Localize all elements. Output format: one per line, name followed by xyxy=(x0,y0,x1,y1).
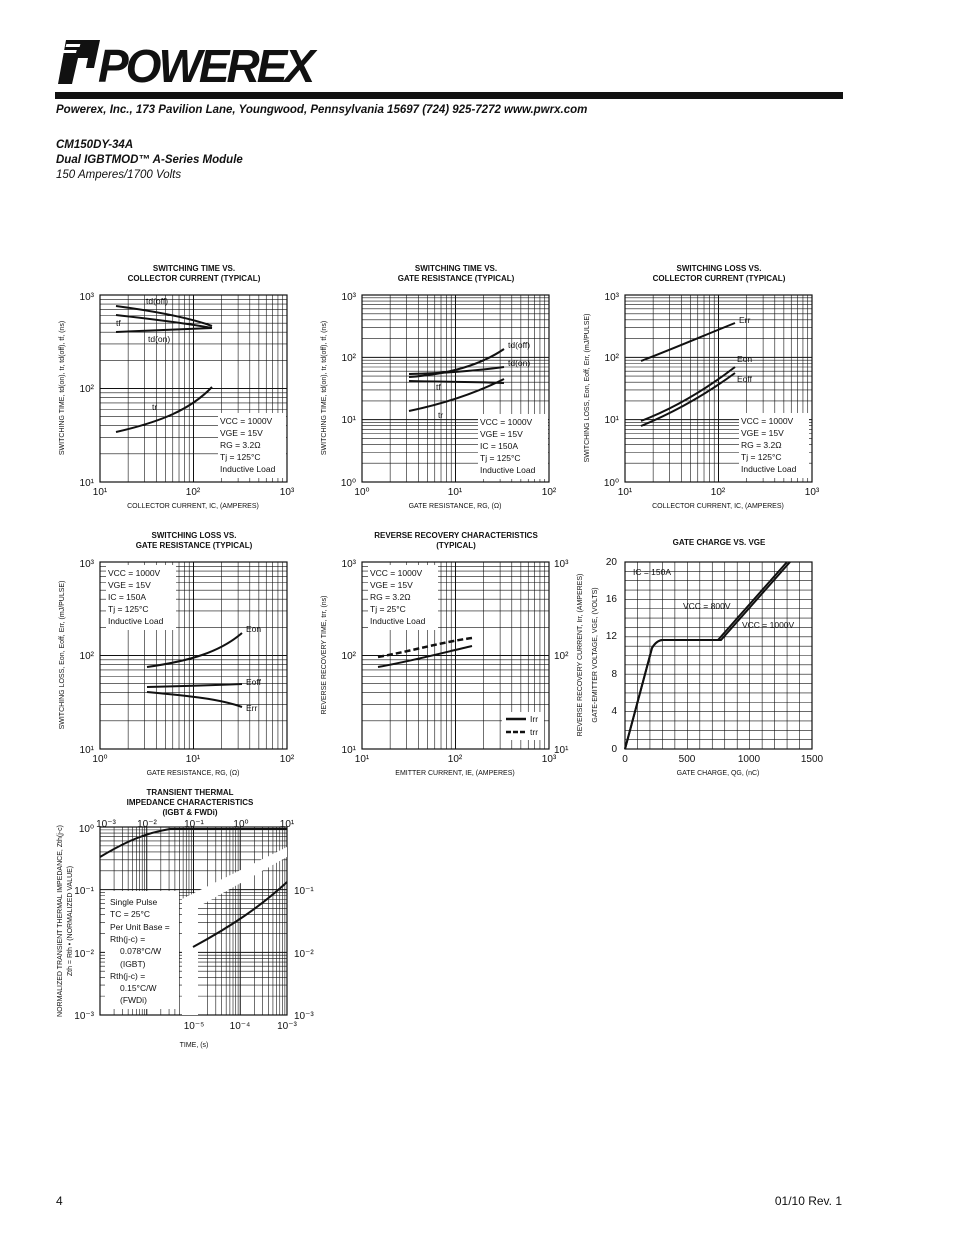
curve-label: tf xyxy=(116,318,121,328)
curve-irr xyxy=(378,646,472,667)
y2-tick: 10⁻¹ xyxy=(294,886,314,897)
x-tick-top: 10¹ xyxy=(279,819,295,830)
y-tick: 10⁰ xyxy=(78,824,94,835)
condition-note: VCC = 1000V xyxy=(741,416,794,426)
chart-title: REVERSE RECOVERY CHARACTERISTICS xyxy=(374,531,538,540)
x-tick: 500 xyxy=(678,754,696,765)
curve-eon xyxy=(641,367,735,421)
chart-title: COLLECTOR CURRENT (TYPICAL) xyxy=(652,274,786,283)
x-tick: 10¹ xyxy=(617,487,633,498)
x-tick: 10² xyxy=(541,487,557,498)
curve-trr xyxy=(378,638,472,657)
y-tick: 10² xyxy=(341,651,356,662)
y-tick: 10³ xyxy=(341,292,356,303)
curve-label: td(on) xyxy=(508,358,531,368)
product-description: Dual IGBTMOD™ A-Series Module xyxy=(56,154,243,166)
y-tick: 0 xyxy=(611,744,617,755)
x-axis-label: GATE RESISTANCE, RG, (Ω) xyxy=(408,503,502,510)
x-axis-label: EMITTER CURRENT, IE, (AMPERES) xyxy=(395,770,515,777)
chart-title: GATE RESISTANCE (TYPICAL) xyxy=(397,274,515,283)
y-axis-label: NORMALIZED TRANSIENT THERMAL IMPEDANCE, Zth(j-c) xyxy=(57,825,64,1017)
powerex-logo xyxy=(58,38,313,92)
curve-label: Eoff xyxy=(737,374,752,384)
condition-note: Inductive Load xyxy=(370,616,426,626)
y-axis-label: SWITCHING LOSS, Eon, Eoff, Err, (mJ/PULSE) xyxy=(59,580,66,730)
legend-label: trr xyxy=(530,727,539,737)
x-tick: 10³ xyxy=(804,487,820,498)
condition-note: VGE = 15V xyxy=(370,580,413,590)
condition-note: VCC = 1000V xyxy=(108,568,161,578)
condition-note: Inductive Load xyxy=(741,464,797,474)
condition-note: IC = 150A xyxy=(480,441,519,451)
x-tick-top: 10⁰ xyxy=(233,819,249,830)
condition-note: Inductive Load xyxy=(220,464,276,474)
y-tick: 10¹ xyxy=(341,745,356,756)
y-tick: 20 xyxy=(605,557,617,568)
curve-label: Eon xyxy=(737,354,753,364)
y-tick: 10⁻¹ xyxy=(74,886,94,897)
short-time-mask xyxy=(182,847,287,1015)
y-axis-label: SWITCHING TIME, td(on), tr, td(off), tf, (ns) xyxy=(321,320,328,456)
y-tick: 10⁰ xyxy=(603,478,619,489)
chart-title: SWITCHING TIME VS. xyxy=(414,264,498,273)
y-tick: 10³ xyxy=(79,559,94,570)
x-tick: 10³ xyxy=(279,487,295,498)
revision: 01/10 Rev. 1 xyxy=(774,1194,842,1208)
y-tick: 10¹ xyxy=(604,415,619,426)
y-tick: 10³ xyxy=(341,559,356,570)
condition-note: Tj = 125°C xyxy=(108,604,149,614)
chart-switching-time-vs-gate-resistance xyxy=(312,260,562,520)
x-tick-top: 10⁻³ xyxy=(96,819,116,830)
x-axis-label: COLLECTOR CURRENT, IC, (AMPERES) xyxy=(652,503,784,510)
condition-note: 0.15°C/W xyxy=(120,983,157,993)
y-tick: 10² xyxy=(79,651,94,662)
condition-note: IC = 150A xyxy=(108,592,147,602)
product-rating: 150 Amperes/1700 Volts xyxy=(56,169,182,181)
y-tick: 10³ xyxy=(79,292,94,303)
condition-note: VGE = 15V xyxy=(480,429,523,439)
y-axis-label: GATE-EMITTER VOLTAGE, VGE, (VOLTS) xyxy=(592,587,599,723)
logo-wordmark: POWEREX xyxy=(98,40,313,92)
x-tick: 10² xyxy=(185,487,201,498)
condition-note: VGE = 15V xyxy=(108,580,151,590)
curve-td-on xyxy=(116,328,212,332)
x-tick-bottom: 10⁻⁵ xyxy=(183,1021,205,1032)
page-number: 4 xyxy=(56,1194,63,1208)
condition-note: (IGBT) xyxy=(120,959,146,969)
curve-eon xyxy=(147,633,242,667)
y2-tick: 10³ xyxy=(554,559,569,570)
condition-note: RG = 3.2Ω xyxy=(220,440,261,450)
y-tick: 10³ xyxy=(604,292,619,303)
curve-eoff xyxy=(147,684,242,687)
chart-title: (TYPICAL) xyxy=(436,541,476,550)
x-tick: 10² xyxy=(710,487,726,498)
y-tick: 10¹ xyxy=(79,745,94,756)
condition-note: VCC = 1000V xyxy=(370,568,423,578)
curve-err xyxy=(147,692,242,707)
condition-note: Single Pulse xyxy=(110,897,158,907)
y-tick: 10¹ xyxy=(341,415,356,426)
curve-label: tf xyxy=(436,382,441,392)
x-tick-bottom: 10⁻³ xyxy=(277,1021,297,1032)
chart-title: SWITCHING LOSS VS. xyxy=(151,531,237,540)
condition-note: Inductive Load xyxy=(480,465,536,475)
y2-tick: 10⁻² xyxy=(294,949,314,960)
x-tick: 1000 xyxy=(737,754,761,765)
y-tick: 10² xyxy=(604,353,619,364)
x-axis-label: TIME, (s) xyxy=(179,1042,209,1049)
y-tick: 10² xyxy=(341,353,356,364)
y-tick: 10⁰ xyxy=(340,478,356,489)
company-address: Powerex, Inc., 173 Pavilion Lane, Youngwood, Pennsylvania 15697 (724) 925-7272 www.pwrx.com xyxy=(56,104,588,116)
chart-switching-loss-vs-gate-resistance xyxy=(50,527,300,782)
chart-switching-loss-vs-collector-current xyxy=(575,260,825,520)
curve-err xyxy=(641,323,735,361)
x-tick-top: 10⁻² xyxy=(137,819,157,830)
chart-switching-time-vs-collector-current xyxy=(50,260,300,520)
legend-label: Irr xyxy=(530,714,539,724)
chart-title: COLLECTOR CURRENT (TYPICAL) xyxy=(127,274,261,283)
condition-note: Tj = 125°C xyxy=(741,452,782,462)
y2-tick: 10¹ xyxy=(554,745,569,756)
curve-label: Err xyxy=(739,315,751,325)
condition-note: Tj = 25°C xyxy=(370,604,406,614)
x-tick: 10¹ xyxy=(185,754,201,765)
x-tick: 0 xyxy=(622,754,628,765)
curve-label: VCC = 800V xyxy=(683,601,731,611)
x-tick: 10² xyxy=(279,754,295,765)
condition-note: Tj = 125°C xyxy=(480,453,521,463)
x-axis-label: GATE RESISTANCE, RG, (Ω) xyxy=(146,770,240,777)
chart-title: GATE RESISTANCE (TYPICAL) xyxy=(135,541,253,550)
header-rule xyxy=(55,92,843,99)
curve-label: Eoff xyxy=(246,677,261,687)
condition-note: RG = 3.2Ω xyxy=(741,440,782,450)
chart-title: (IGBT & FWDi) xyxy=(162,808,218,817)
chart-title: IMPEDANCE CHARACTERISTICS xyxy=(126,798,254,807)
chart-title: GATE CHARGE VS. VGE xyxy=(672,538,766,547)
curve-label: VCC = 1000V xyxy=(742,620,795,630)
x-tick: 10⁰ xyxy=(92,754,108,765)
x-tick: 1500 xyxy=(800,754,824,765)
curve-tf xyxy=(409,381,504,383)
x-tick: 10¹ xyxy=(447,487,463,498)
chart-gate-charge xyxy=(575,527,835,782)
y2-tick: 10² xyxy=(554,651,569,662)
curve-label: tr xyxy=(438,410,444,420)
chart-reverse-recovery xyxy=(312,527,582,782)
condition-note: 0.078°C/W xyxy=(120,946,162,956)
y-tick: 10⁻³ xyxy=(74,1011,94,1022)
condition-note: VCC = 1000V xyxy=(220,416,273,426)
x-tick-top: 10⁻¹ xyxy=(184,819,204,830)
chart-transient-thermal-impedance xyxy=(50,787,330,1052)
condition-note: Tj = 125°C xyxy=(220,452,261,462)
condition-note: IC = 150A xyxy=(633,567,672,577)
y-tick: 4 xyxy=(611,706,617,717)
chart-title: SWITCHING LOSS VS. xyxy=(676,264,762,273)
x-tick-bottom: 10⁻⁴ xyxy=(229,1021,251,1032)
chart-title: SWITCHING TIME VS. xyxy=(152,264,236,273)
curve-label: td(off) xyxy=(146,296,169,306)
part-number: CM150DY-34A xyxy=(56,139,134,151)
condition-note: (FWDi) xyxy=(120,995,147,1005)
x-tick: 10⁰ xyxy=(354,487,370,498)
condition-note: Per Unit Base = xyxy=(110,922,170,932)
y-tick: 10⁻² xyxy=(74,949,94,960)
curve-label: Eon xyxy=(246,624,262,634)
chart-title: TRANSIENT THERMAL xyxy=(146,788,234,797)
y-axis-label: REVERSE RECOVERY TIME, trr, (ns) xyxy=(321,595,328,715)
condition-note: Rth(j-c) = xyxy=(110,934,146,944)
x-axis-label: GATE CHARGE, QG, (nC) xyxy=(676,770,760,777)
y-tick: 8 xyxy=(611,669,617,680)
condition-note: VGE = 15V xyxy=(220,428,263,438)
y-tick: 12 xyxy=(605,631,617,642)
curve-label: tr xyxy=(152,402,158,412)
condition-note: Rth(j-c) = xyxy=(110,971,146,981)
curve-tr xyxy=(409,379,504,411)
condition-note: RG = 3.2Ω xyxy=(370,592,411,602)
y-axis-label: SWITCHING TIME, td(on), tr, td(off), tf, (ns) xyxy=(59,320,66,456)
y-tick: 10¹ xyxy=(79,478,94,489)
condition-note: Inductive Load xyxy=(108,616,164,626)
y2-axis-label: REVERSE RECOVERY CURRENT, Irr, (AMPERES) xyxy=(577,573,584,737)
curve-label: Err xyxy=(246,703,258,713)
x-tick: 10³ xyxy=(541,754,557,765)
y2-tick: 10⁻³ xyxy=(294,1011,314,1022)
x-tick: 10¹ xyxy=(92,487,108,498)
condition-note: VGE = 15V xyxy=(741,428,784,438)
x-axis-label: COLLECTOR CURRENT, IC, (AMPERES) xyxy=(127,503,259,510)
condition-note: VCC = 1000V xyxy=(480,417,533,427)
x-tick: 10¹ xyxy=(354,754,370,765)
y-tick: 10² xyxy=(79,384,94,395)
curve-label: td(on) xyxy=(148,334,171,344)
condition-note: TC = 25°C xyxy=(110,909,151,919)
y-axis-label: SWITCHING LOSS, Eon, Eoff, Err, (mJ/PULSE) xyxy=(584,313,591,463)
x-tick: 10² xyxy=(447,754,463,765)
y-axis-label: Zth = Rth • (NORMALIZED VALUE) xyxy=(67,865,74,977)
y-tick: 16 xyxy=(605,594,617,605)
curve-label: td(off) xyxy=(508,340,531,350)
